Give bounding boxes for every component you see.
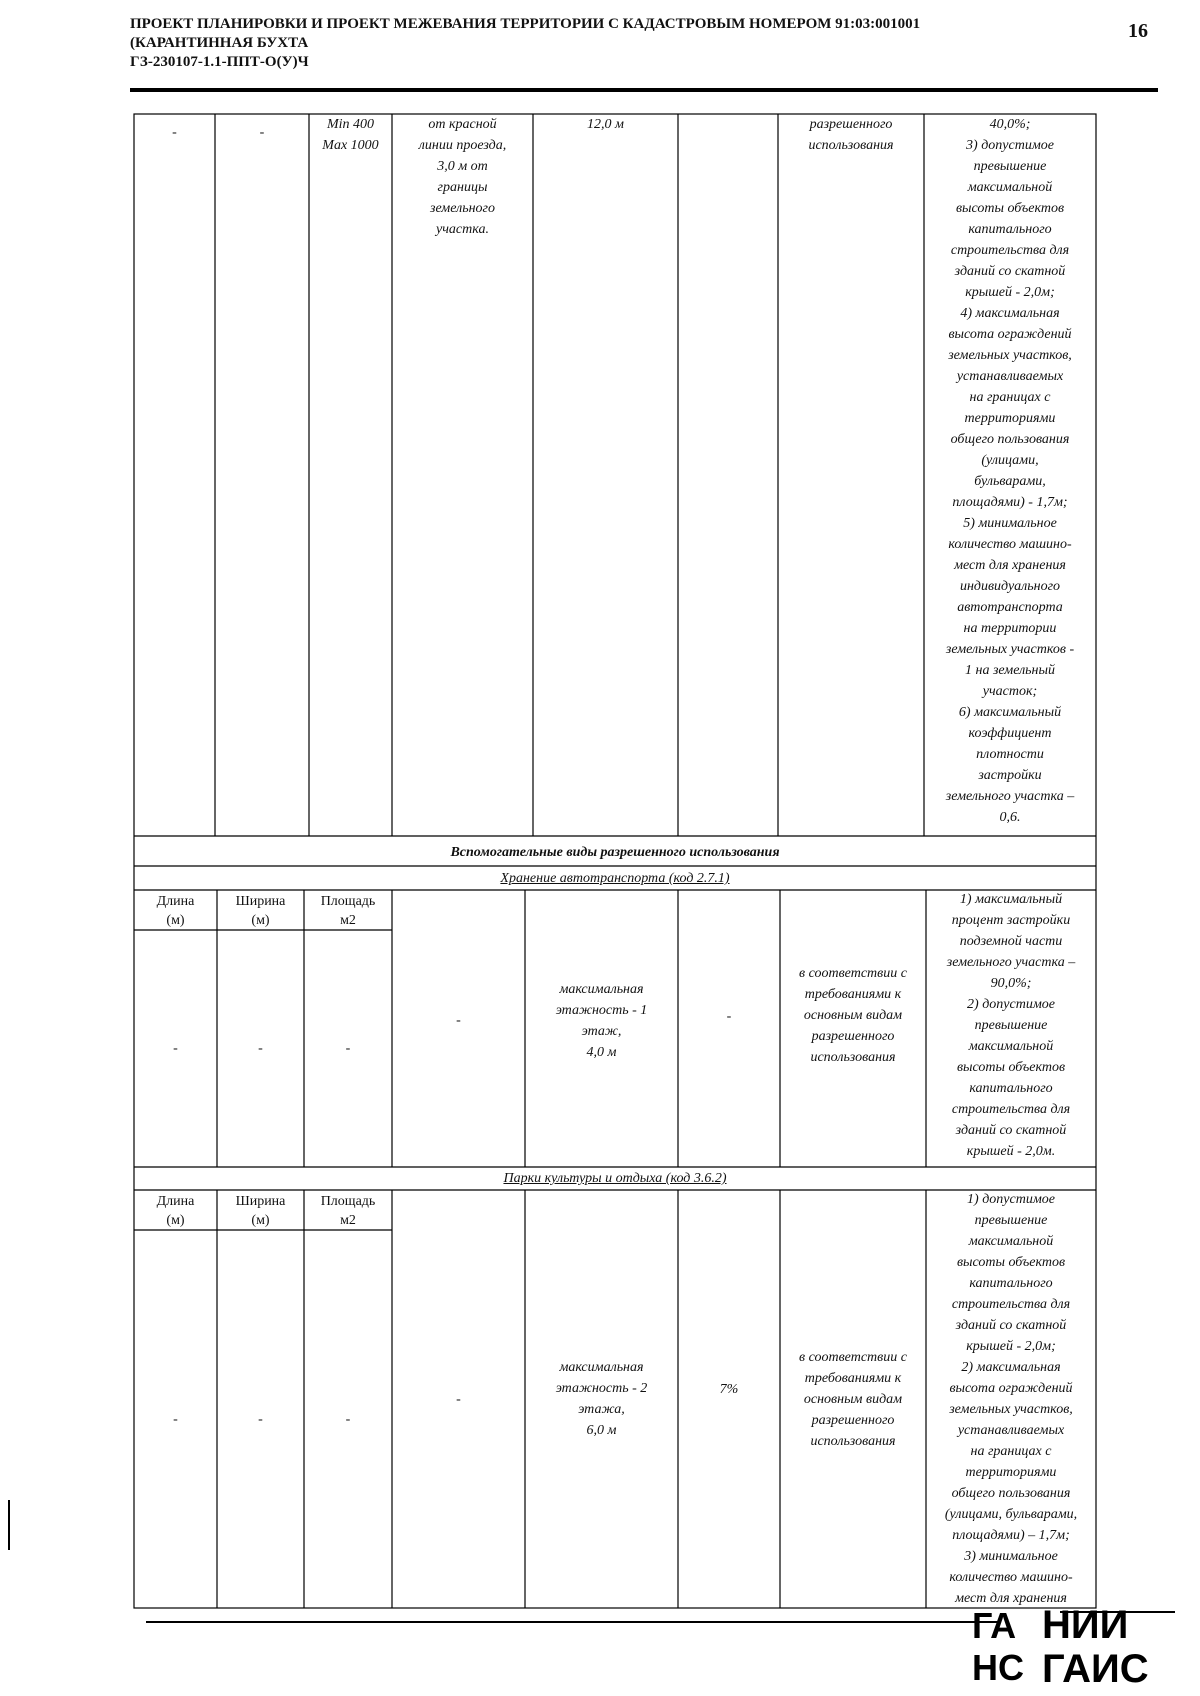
text-line: застройки — [978, 768, 1042, 783]
text-line: на границах с — [969, 390, 1051, 405]
text-line: разрешенного — [811, 1028, 895, 1044]
text-line: высоты объектов — [955, 201, 1065, 216]
text-line: линии проезда, — [418, 138, 507, 153]
text-line: разрешенного — [811, 1412, 895, 1428]
text-line: превышение — [974, 1018, 1048, 1033]
text-line: территориями — [965, 1465, 1057, 1480]
text-line: мест для хранения — [954, 558, 1066, 573]
text-line: площадями) - 1,7м; — [952, 495, 1068, 510]
text-line: этаж, — [581, 1024, 622, 1039]
text-line: 90,0%; — [990, 976, 1032, 991]
logo-left-mark: ГА — [972, 1605, 1017, 1646]
text-line: (м) — [251, 1213, 270, 1228]
header-code: ГЗ-230107-1.1-ППТ-О(У)Ч — [130, 54, 309, 70]
text-line: зданий со скатной — [954, 264, 1066, 279]
text-line: площадями) – 1,7м; — [952, 1528, 1070, 1543]
s2-val-setback: - — [456, 1391, 461, 1407]
text-line: строительства для — [950, 243, 1070, 258]
text-line: этажность - 2 — [555, 1381, 648, 1396]
text-line: 2) максимальная — [961, 1360, 1061, 1375]
text-line: максимальной — [967, 180, 1053, 195]
text-line: индивидуального — [959, 579, 1061, 594]
s1-val-length: - — [173, 1041, 178, 1056]
s1-val-usage — [780, 890, 926, 1140]
logo-line1: НИИ — [1042, 1603, 1129, 1647]
header-title-line2: (КАРАНТИННАЯ БУХТА — [130, 35, 309, 51]
s1-val-setback: - — [456, 1012, 461, 1028]
text-line: использования — [810, 1433, 896, 1449]
text-line: 3,0 м от — [437, 159, 488, 174]
text-line: (улицами, — [981, 453, 1039, 468]
text-line: строительства для — [951, 1102, 1071, 1117]
text-line: высоты объектов — [956, 1060, 1066, 1075]
logo-left-mark-2: НС — [972, 1647, 1024, 1688]
text-line: этажность - 1 — [555, 1003, 648, 1018]
text-line: на территории — [963, 621, 1057, 636]
text-line: высота ограждений — [949, 1381, 1073, 1396]
text-line: основным видам — [803, 1391, 903, 1407]
text-line: земельного участка – — [945, 789, 1075, 804]
text-line: участок; — [982, 684, 1038, 699]
s2-head-length — [134, 1192, 217, 1230]
text-line: мест для хранения — [955, 1591, 1067, 1606]
text-line: в соответствии с — [799, 965, 907, 981]
text-line: территориями — [964, 411, 1056, 426]
text-line: капитального — [969, 1081, 1053, 1096]
top-cell-height: 12,0 м — [587, 117, 624, 132]
text-line: Ширина — [235, 894, 286, 909]
s1-val-width: - — [258, 1041, 263, 1056]
text-line: Длина — [156, 894, 195, 909]
s1-val-floors — [525, 890, 678, 1152]
text-line: 0,6. — [999, 810, 1021, 825]
text-line: 1 на земельный — [965, 663, 1055, 678]
niigais-logo — [970, 1600, 1170, 1690]
text-line: зданий со скатной — [955, 1318, 1067, 1333]
text-line: количество машино- — [948, 537, 1072, 552]
text-line: земельного — [429, 201, 495, 216]
section1-title: Хранение автотранспорта (код 2.7.1) — [500, 871, 730, 886]
s1-head-width — [217, 892, 304, 930]
text-line: Длина — [156, 1194, 195, 1209]
top-cell-limits — [924, 114, 1096, 828]
text-line: крышей - 2,0м; — [966, 1339, 1056, 1354]
top-cell-1: - — [172, 125, 177, 140]
text-line: (м) — [166, 913, 185, 928]
text-line: в соответствии с — [799, 1349, 907, 1365]
text-line: 3) допустимое — [966, 138, 1054, 153]
text-line: (м) — [166, 1213, 185, 1228]
text-line: требованиями к — [804, 1370, 902, 1386]
text-line: земельных участков, — [949, 1402, 1073, 1417]
text-line: крышей - 2,0м. — [966, 1144, 1056, 1159]
size-max: Max 1000 — [322, 138, 379, 153]
text-line: подземной части — [959, 934, 1063, 949]
text-line: максимальной — [968, 1039, 1054, 1054]
text-line: этажа, — [578, 1402, 625, 1417]
size-min: Min 400 — [326, 117, 375, 132]
text-line: высоты объектов — [956, 1255, 1066, 1270]
text-line: на границах с — [970, 1444, 1052, 1459]
top-cell-size — [309, 114, 392, 156]
text-line: Ширина — [235, 1194, 286, 1209]
s2-val-length: - — [173, 1411, 178, 1427]
top-cell-setback — [392, 114, 533, 240]
top-cell-2: - — [259, 125, 265, 140]
text-line: земельных участков - — [945, 642, 1075, 657]
text-line: земельного участка – — [946, 955, 1076, 970]
section2-title: Парки культуры и отдыха (код 3.6.2) — [503, 1171, 727, 1186]
s1-head-length — [134, 892, 217, 930]
text-line: требованиями к — [804, 986, 902, 1002]
text-line: капитального — [968, 222, 1052, 237]
s1-val-percent: - — [726, 1008, 732, 1024]
text-line: устанавливаемых — [957, 1423, 1065, 1438]
text-line: 2) допустимое — [967, 997, 1055, 1012]
text-line: устанавливаемых — [956, 369, 1064, 384]
text-line: основным видам — [803, 1007, 903, 1023]
text-line: автотранспорта — [957, 600, 1063, 615]
text-line: разрешенного — [809, 117, 893, 132]
s2-val-width: - — [258, 1411, 263, 1427]
text-line: 1) максимальный — [959, 892, 1063, 907]
top-cell-usage — [778, 114, 924, 156]
text-line: от красной — [428, 117, 497, 132]
text-line: максимальная — [559, 1360, 644, 1375]
text-line: использования — [810, 1049, 896, 1065]
s2-val-usage — [780, 1190, 926, 1608]
text-line: 3) минимальное — [964, 1549, 1058, 1564]
text-line: бульварами, — [974, 474, 1046, 489]
text-line: общего пользования — [950, 432, 1070, 447]
aux-heading: Вспомогательные виды разрешенного использования — [450, 845, 780, 860]
text-line: максимальной — [968, 1234, 1054, 1249]
s1-head-area — [304, 892, 392, 930]
text-line: процент застройки — [951, 913, 1071, 928]
text-line: 4) максимальная — [960, 306, 1060, 321]
text-line: (улицами, бульварами, — [944, 1507, 1078, 1522]
text-line: участка. — [436, 222, 489, 237]
text-line: земельных участков, — [948, 348, 1072, 363]
header-title-line1: ПРОЕКТ ПЛАНИРОВКИ И ПРОЕКТ МЕЖЕВАНИЯ ТЕРРИТОРИИ С КАДАСТРОВЫМ НОМЕРОМ 91:03:001001 — [130, 16, 921, 32]
text-line: Площадь — [320, 894, 376, 909]
text-line: превышение — [974, 1213, 1048, 1228]
margin-mark — [8, 1500, 10, 1550]
s2-val-percent: 7% — [719, 1381, 739, 1397]
text-line: высота ограждений — [948, 327, 1072, 342]
text-line: 4,0 м — [586, 1045, 617, 1060]
s1-val-limits — [926, 889, 1096, 1162]
text-line: строительства для — [951, 1297, 1071, 1312]
s2-val-limits — [926, 1189, 1096, 1609]
text-line: капитального — [969, 1276, 1053, 1291]
logo-line2: ГАИС — [1042, 1647, 1149, 1690]
s2-val-floors — [525, 1190, 678, 1608]
s1-val-area: - — [345, 1041, 351, 1056]
text-line: количество машино- — [949, 1570, 1073, 1585]
text-line: 6) максимальный — [958, 705, 1062, 720]
text-line: границы — [437, 180, 488, 195]
s2-head-width — [217, 1192, 304, 1230]
text-line: м2 — [340, 1213, 356, 1228]
text-line: 5) минимальное — [963, 516, 1057, 531]
page-number: 16 — [1128, 20, 1148, 42]
s2-head-area — [304, 1192, 392, 1230]
text-line: 1) допустимое — [967, 1192, 1055, 1207]
text-line: использования — [808, 138, 894, 153]
text-line: превышение — [973, 159, 1047, 174]
text-line: общего пользования — [951, 1486, 1071, 1501]
text-line: 6,0 м — [586, 1423, 617, 1438]
text-line: м2 — [340, 913, 356, 928]
text-line: плотности — [976, 747, 1044, 762]
text-line: максимальная — [559, 982, 644, 997]
text-line: коэффициент — [968, 726, 1052, 741]
text-line: 40,0%; — [989, 117, 1031, 132]
text-line: (м) — [251, 913, 270, 928]
text-line: Площадь — [320, 1194, 376, 1209]
text-line: зданий со скатной — [955, 1123, 1067, 1138]
text-line: крышей - 2,0м; — [965, 285, 1055, 300]
s2-val-area: - — [345, 1411, 351, 1427]
